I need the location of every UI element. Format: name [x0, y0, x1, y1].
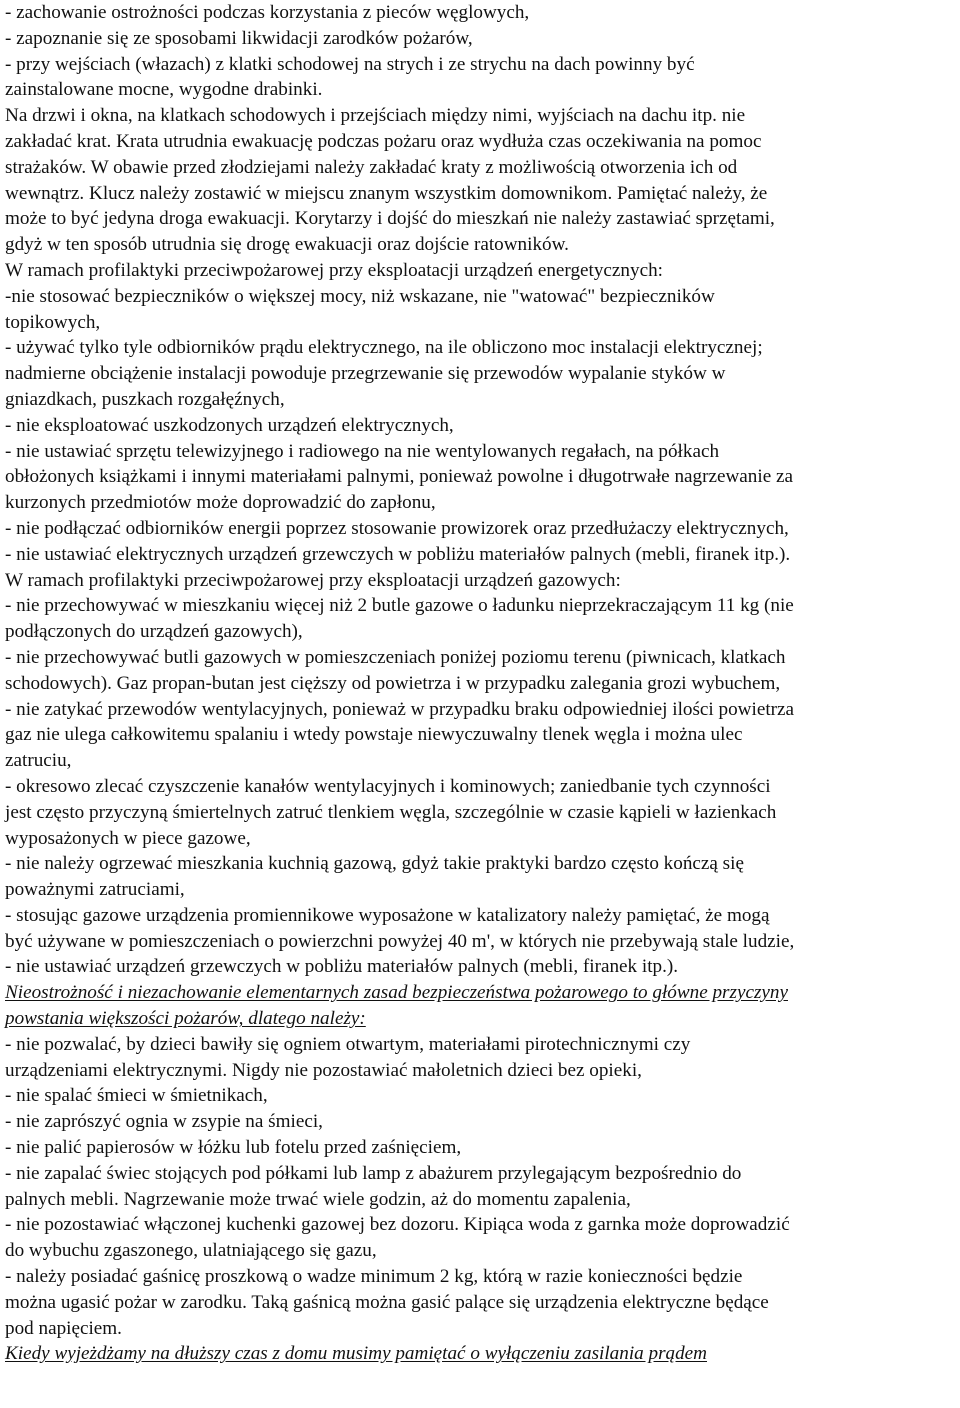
text-line: urządzeniami elektrycznymi. Nigdy nie pozostawiać małoletnich dzieci bez opieki,	[5, 1059, 642, 1081]
text-line: do wybuchu zgaszonego, ulatniającego się gazu,	[5, 1240, 377, 1262]
text-line: zainstalowane mocne, wygodne drabinki.	[5, 79, 323, 101]
text-line: Na drzwi i okna, na klatkach schodowych i przejściach między nimi, wyjściach na dachu itp. nie	[5, 105, 746, 127]
text-line: gaz nie ulega całkowitemu spalaniu i wtedy powstaje niewyczuwalny tlenek węgla i można ulec	[5, 724, 743, 746]
text-line: nadmierne obciążenie instalacji powoduje przegrzewanie się przewodów wypalanie styków w	[5, 363, 726, 385]
text-line: - nie pozwalać, by dzieci bawiły się ogniem otwartym, materiałami pirotechnicznymi czy	[5, 1033, 691, 1055]
text-line: gniazdkach, puszkach rozgałęźnych,	[5, 388, 285, 410]
text-line: - okresowo zlecać czyszczenie kanałów wentylacyjnych i kominowych; zaniedbanie tych czynności	[5, 775, 771, 797]
text-line: można ugasić pożar w zarodku. Taką gaśnicą można gasić palące się urządzenia elektryczne będące	[5, 1291, 769, 1313]
text-line: podłączonych do urządzeń gazowych),	[5, 621, 303, 643]
text-line: zatruciu,	[5, 750, 72, 772]
text-line: pod napięciem.	[5, 1317, 122, 1339]
text-line: - nie przechowywać butli gazowych w pomieszczeniach poniżej poziomu terenu (piwnicach, klatkach	[5, 646, 786, 668]
text-line: W ramach profilaktyki przeciwpożarowej przy eksploatacji urządzeń energetycznych:	[5, 259, 663, 281]
text-line: - nie ustawiać urządzeń grzewczych w pobliżu materiałów palnych (mebli, firanek itp.).	[5, 956, 679, 978]
text-line: - należy posiadać gaśnicę proszkową o wadze minimum 2 kg, którą w razie konieczności będzie	[5, 1266, 743, 1288]
text-line: - nie przechowywać w mieszkaniu więcej niż 2 butle gazowe o ładunku nieprzekraczającym 11 kg (nie	[5, 595, 794, 617]
text-line: - nie ustawiać sprzętu telewizyjnego i radiowego na nie wentylowanych regałach, na półkach	[5, 440, 720, 462]
emphasized-text-line: Nieostrożność i niezachowanie elementarnych zasad bezpieczeństwa pożarowego to główne przyczyny	[5, 982, 788, 1004]
text-line: być używane w pomieszczeniach o powierzchni powyżej 40 m', w których nie przebywają stale ludzie,	[5, 930, 795, 952]
text-line: - nie palić papierosów w łóżku lub fotelu przed zaśnięciem,	[5, 1137, 462, 1159]
text-line: topikowych,	[5, 311, 101, 333]
text-line: - zapoznanie się ze sposobami likwidacji zarodków pożarów,	[5, 27, 473, 49]
text-line: poważnymi zatruciami,	[5, 879, 185, 901]
text-line: gdyż w ten sposób utrudnia się drogę ewakuacji oraz dojście ratowników.	[5, 234, 569, 256]
text-line: wyposażonych w piece gazowe,	[5, 827, 251, 849]
text-line: - nie eksploatować uszkodzonych urządzeń elektrycznych,	[5, 414, 454, 436]
text-line: zakładać krat. Krata utrudnia ewakuację podczas pożaru oraz wydłuża czas oczekiwania na pomoc	[5, 130, 762, 152]
text-line: - stosując gazowe urządzenia promiennikowe wyposażone w katalizatory należy pamiętać, że mogą	[5, 904, 770, 926]
text-line: - nie ustawiać elektrycznych urządzeń grzewczych w pobliżu materiałów palnych (mebli, firanek itp.).	[5, 543, 791, 565]
text-line: - nie zatykać przewodów wentylacyjnych, ponieważ w przypadku braku odpowiedniej ilości powietrza	[5, 698, 795, 720]
text-line: może to być jedyna droga ewakuacji. Korytarzy i dojść do mieszkań nie należy zastawiać sprzętami,	[5, 208, 775, 230]
text-line: jest często przyczyną śmiertelnych zatruć tlenkiem węgla, szczególnie w czasie kąpieli w łazienkach	[5, 801, 777, 823]
text-line: - przy wejściach (włazach) z klatki schodowej na strych i ze strychu na dach powinny być	[5, 53, 695, 75]
text-line: - nie spalać śmieci w śmietnikach,	[5, 1085, 268, 1107]
document-page	[5, 0, 957, 1367]
text-line: schodowych). Gaz propan-butan jest cięższy od powietrza i w przypadku zalegania grozi wybuchem,	[5, 672, 781, 694]
text-line: - nie należy ogrzewać mieszkania kuchnią gazową, gdyż takie praktyki bardzo często kończą się	[5, 853, 744, 875]
text-line: wewnątrz. Klucz należy zostawić w miejscu znanym wszystkim domownikom. Pamiętać należy, że	[5, 182, 768, 204]
text-line: W ramach profilaktyki przeciwpożarowej przy eksploatacji urządzeń gazowych:	[5, 569, 621, 591]
text-line: obłożonych książkami i innymi materiałami palnymi, ponieważ powolne i długotrwałe nagrzewanie za	[5, 466, 793, 488]
emphasized-text-line: powstania większości pożarów, dlatego należy:	[5, 1008, 366, 1030]
text-line: - używać tylko tyle odbiorników prądu elektrycznego, na ile obliczono moc instalacji elektrycznej;	[5, 337, 763, 359]
text-line: - nie podłączać odbiorników energii poprzez stosowanie prowizorek oraz przedłużaczy elektrycznych,	[5, 517, 789, 539]
text-line: strażaków. W obawie przed złodziejami należy zakładać kraty z możliwością otworzenia ich od	[5, 156, 738, 178]
text-line: - nie zaprószyć ognia w zsypie na śmieci,	[5, 1111, 323, 1133]
text-line: - nie zapalać świec stojących pod półkami lub lamp z abażurem przylegającym bezpośrednio do	[5, 1162, 742, 1184]
emphasized-text-line: Kiedy wyjeżdżamy na dłuższy czas z domu musimy pamiętać o wyłączeniu zasilania prądem	[5, 1343, 708, 1365]
text-line: -nie stosować bezpieczników o większej mocy, niż wskazane, nie "watować" bezpieczników	[5, 285, 715, 307]
text-line: - nie pozostawiać włączonej kuchenki gazowej bez dozoru. Kipiąca woda z garnka może doprowadzić	[5, 1214, 790, 1236]
text-line: kurzonych przedmiotów może doprowadzić do zapłonu,	[5, 492, 436, 514]
text-line: palnych mebli. Nagrzewanie może trwać wiele godzin, aż do momentu zapalenia,	[5, 1188, 631, 1210]
text-line: - zachowanie ostrożności podczas korzystania z pieców węglowych,	[5, 2, 530, 23]
